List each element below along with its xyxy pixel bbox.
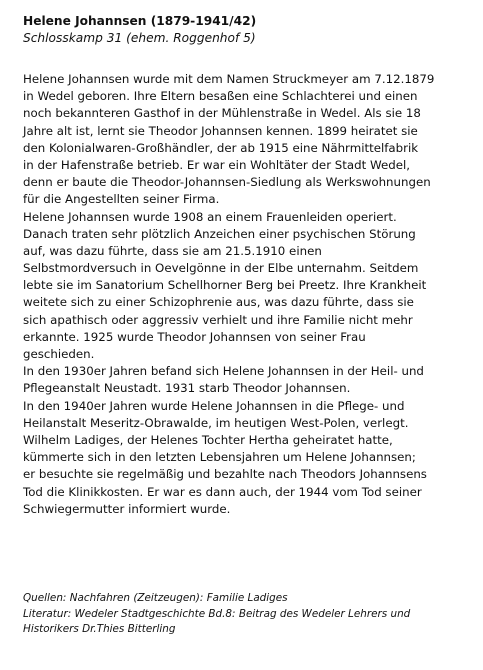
text-line: Helene Johannsen wurde mit dem Namen Struckmeyer am 7.12.1879 bbox=[23, 72, 435, 86]
text-line: Heilanstalt Meseritz-Obrawalde, im heutigen West-Polen, verlegt. bbox=[23, 415, 409, 430]
biography-text bbox=[23, 71, 475, 518]
text-line: in der Hafenstraße betrieb. Er war ein Wohltäter der Stadt Wedel, bbox=[23, 157, 411, 172]
document-address: Schlosskamp 31 (ehem. Roggenhof 5) bbox=[23, 31, 256, 45]
text-line: sich apathisch oder aggressiv verhielt und ihre Familie nicht mehr bbox=[23, 312, 413, 327]
text-line: Helene Johannsen wurde 1908 an einem Frauenleiden operiert. bbox=[23, 209, 397, 224]
text-line: weitete sich zu einer Schizophrenie aus, was dazu führte, dass sie bbox=[23, 295, 414, 310]
text-line: Schwiegermutter informiert wurde. bbox=[23, 501, 231, 516]
text-line: den Kolonialwaren-Großhändler, der ab 1915 eine Nährmittelfabrik bbox=[23, 140, 419, 155]
text-line: lebte sie im Sanatorium Schellhorner Berg bei Preetz. Ihre Krankheit bbox=[23, 278, 427, 293]
literature-line-continued: Historikers Dr.Thies Bitterling bbox=[23, 623, 176, 636]
text-line: In den 1930er Jahren befand sich Helene Johannsen in der Heil- und bbox=[23, 364, 424, 379]
sources-footer bbox=[23, 591, 475, 638]
text-line: erkannte. 1925 wurde Theodor Johannsen von seiner Frau bbox=[23, 329, 366, 344]
document-page bbox=[23, 13, 475, 636]
text-line: In den 1940er Jahren wurde Helene Johannsen in die Pflege- und bbox=[23, 398, 405, 413]
text-line: denn er baute die Theodor-Johannsen-Siedlung als Werkswohnungen bbox=[23, 175, 431, 190]
text-line: Danach traten sehr plötzlich Anzeichen einer psychischen Störung bbox=[23, 226, 416, 241]
text-line: Tod die Klinikkosten. Er war es dann auch, der 1944 vom Tod seiner bbox=[23, 484, 422, 499]
text-line: noch bekannteren Gasthof in der Mühlenstraße in Wedel. Als sie 18 bbox=[23, 106, 421, 121]
text-line: auf, was dazu führte, dass sie am 21.5.1910 einen bbox=[23, 243, 322, 258]
text-line: in Wedel geboren. Ihre Eltern besaßen eine Schlachterei und einen bbox=[23, 89, 418, 104]
text-line: kümmerte sich in den letzten Lebensjahren um Helene Johannsen; bbox=[23, 450, 416, 465]
sources-line: Quellen: Nachfahren (Zeitzeugen): Familie Ladiges bbox=[23, 592, 288, 604]
text-line: geschieden. bbox=[23, 347, 95, 361]
literature-line: Literatur: Wedeler Stadtgeschichte Bd.8: Beitrag des Wedeler Lehrers und bbox=[23, 607, 411, 620]
text-line: für die Angestellten seiner Firma. bbox=[23, 192, 220, 207]
text-line: Selbstmordversuch in Oevelgönne in der Elbe unternahm. Seitdem bbox=[23, 261, 419, 276]
text-line: Jahre alt ist, lernt sie Theodor Johannsen kennen. 1899 heiratet sie bbox=[23, 123, 418, 138]
text-line: Pflegeanstalt Neustadt. 1931 starb Theodor Johannsen. bbox=[23, 381, 351, 396]
text-line: er besuchte sie regelmäßig und bezahlte nach Theodors Johannsens bbox=[23, 467, 427, 482]
text-line: Wilhelm Ladiges, der Helenes Tochter Hertha geheiratet hatte, bbox=[23, 432, 393, 447]
document-title: Helene Johannsen (1879-1941/42) bbox=[23, 14, 257, 28]
